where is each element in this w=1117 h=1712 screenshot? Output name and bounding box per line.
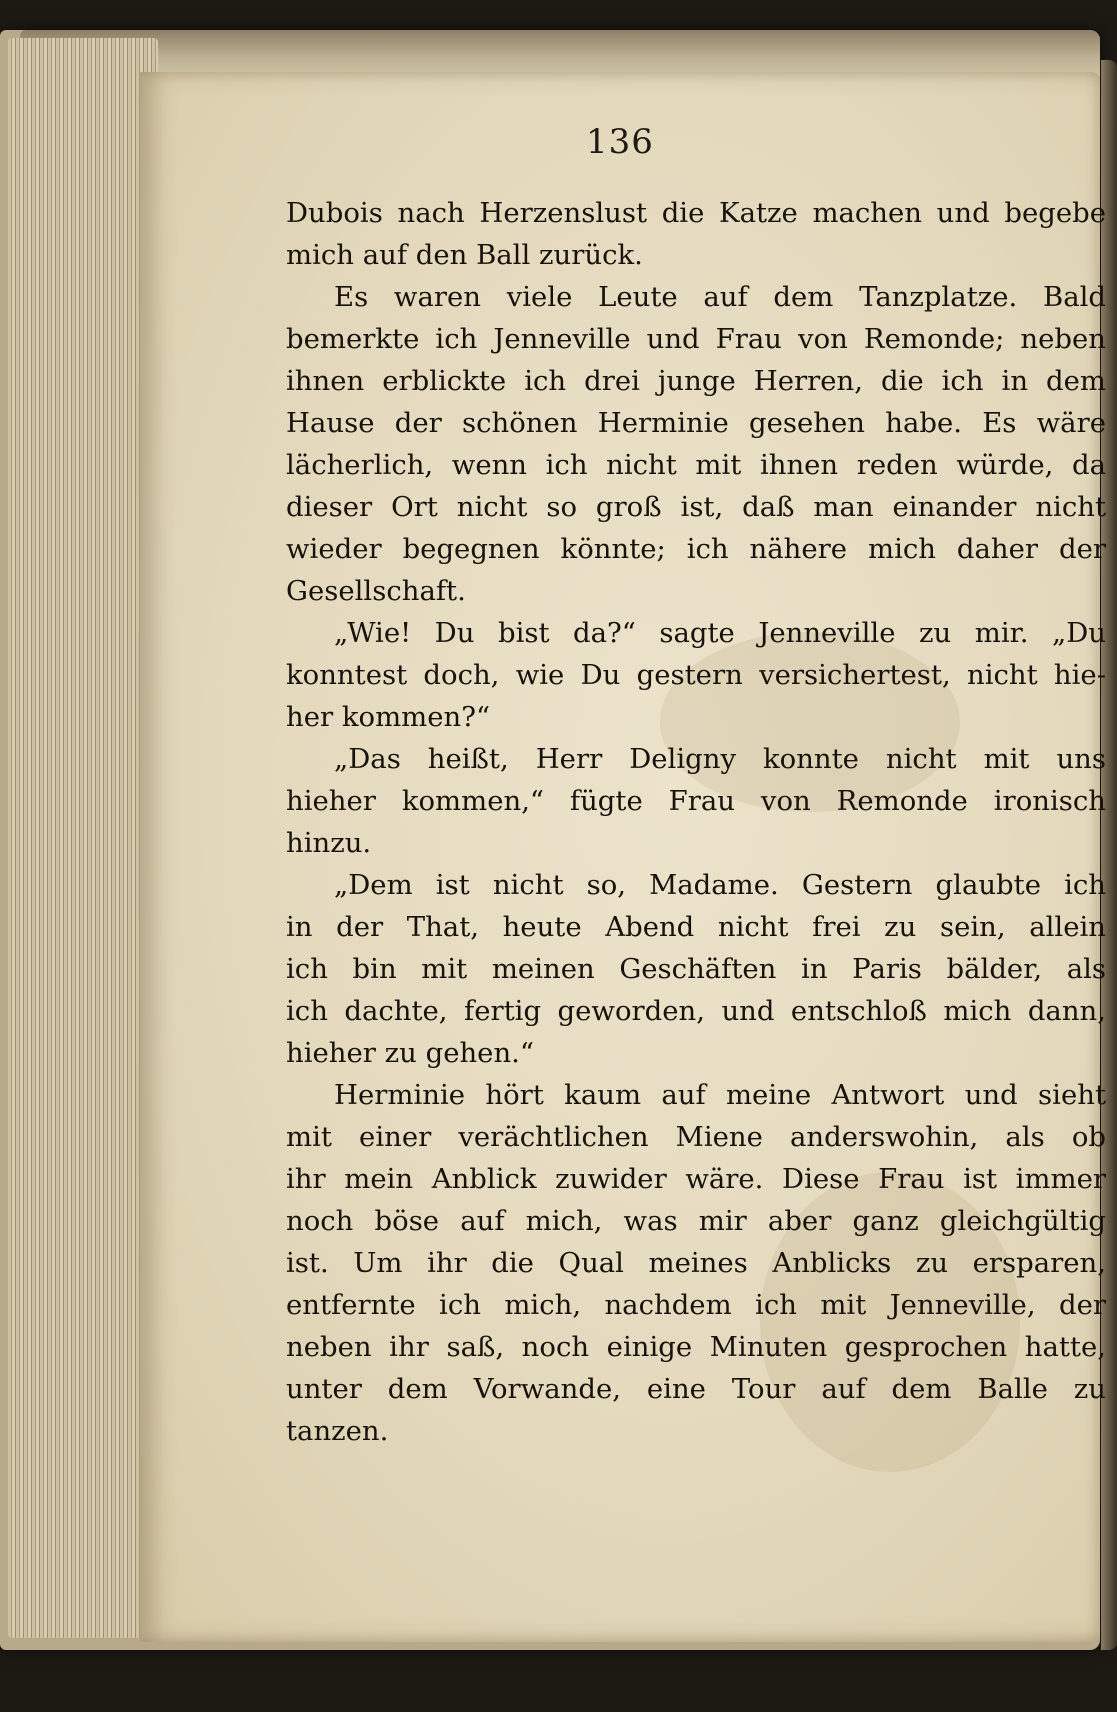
- page-edges: [8, 38, 158, 1638]
- text-line: hieher kommen,“ fügte Frau von Remonde ironisch: [286, 785, 1106, 817]
- text-line: hinzu.: [286, 827, 372, 859]
- text-line: mich auf den Ball zurück.: [286, 239, 643, 271]
- text-line: Hause der schönen Herminie gesehen habe. Es wäre: [286, 407, 1106, 439]
- text-line: ihnen erblickte ich drei junge Herren, die ich in dem: [286, 365, 1106, 397]
- book-page: [140, 72, 1106, 1642]
- page-number: 136: [586, 122, 654, 162]
- text-line: „Dem ist nicht so, Madame. Gestern glaubte ich: [334, 869, 1106, 901]
- text-line: „Wie! Du bist da?“ sagte Jenneville zu mir. „Du: [334, 617, 1106, 649]
- text-line: entfernte ich mich, nachdem ich mit Jenneville, der: [286, 1289, 1106, 1321]
- text-line: noch böse auf mich, was mir aber ganz gleichgültig: [286, 1205, 1106, 1237]
- text-line: bemerkte ich Jenneville und Frau von Remonde; neben: [286, 323, 1106, 355]
- text-line: konntest doch, wie Du gestern versichertest, nicht hie-: [286, 659, 1106, 691]
- text-line: wieder begegnen könnte; ich nähere mich daher der: [286, 533, 1106, 565]
- text-line: dieser Ort nicht so groß ist, daß man einander nicht: [286, 491, 1106, 523]
- text-line: Herminie hört kaum auf meine Antwort und sieht: [334, 1079, 1106, 1111]
- text-line: neben ihr saß, noch einige Minuten gesprochen hatte,: [286, 1331, 1106, 1363]
- text-line: Gesellschaft.: [286, 575, 466, 607]
- text-line: mit einer verächtlichen Miene anderswohin, als ob: [286, 1121, 1106, 1153]
- text-line: unter dem Vorwande, eine Tour auf dem Balle zu: [286, 1373, 1106, 1405]
- text-line: tanzen.: [286, 1415, 389, 1447]
- text-line: hieher zu gehen.“: [286, 1037, 534, 1069]
- text-line: Dubois nach Herzenslust die Katze machen und begebe: [286, 197, 1106, 229]
- text-line: „Das heißt, Herr Deligny konnte nicht mit uns: [334, 743, 1106, 775]
- book-top-edge: [20, 30, 1100, 76]
- text-line: Es waren viele Leute auf dem Tanzplatze. Bald: [334, 281, 1106, 313]
- text-line: ich dachte, fertig geworden, und entschloß mich dann,: [286, 995, 1106, 1027]
- text-line: her kommen?“: [286, 701, 491, 733]
- text-line: ihr mein Anblick zuwider wäre. Diese Frau ist immer: [286, 1163, 1106, 1195]
- text-line: ich bin mit meinen Geschäften in Paris bälder, als: [286, 953, 1106, 985]
- text-line: ist. Um ihr die Qual meines Anblicks zu ersparen,: [286, 1247, 1106, 1279]
- text-line: in der That, heute Abend nicht frei zu sein, allein: [286, 911, 1106, 943]
- text-line: lächerlich, wenn ich nicht mit ihnen reden würde, da: [286, 449, 1106, 481]
